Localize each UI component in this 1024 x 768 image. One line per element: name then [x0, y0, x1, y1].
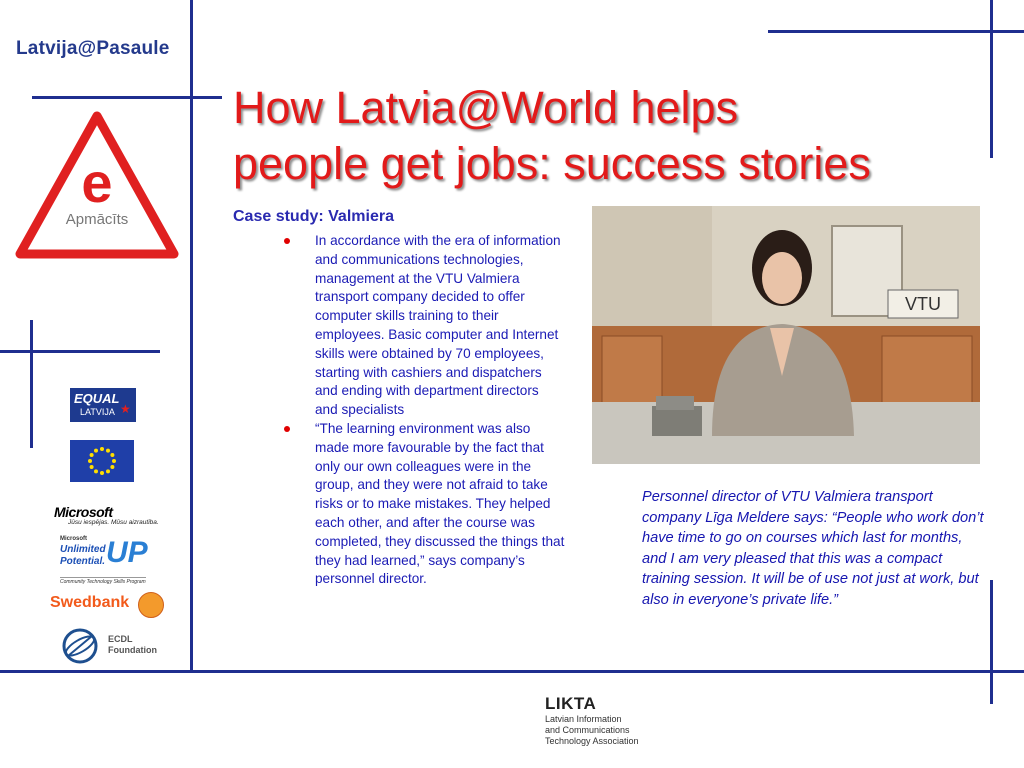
eu-flag-icon [70, 440, 134, 482]
equal-logo-line2: LATVIJA [80, 407, 115, 417]
page-title-line1: How Latvia@World helps [233, 82, 739, 133]
unlimited-caption: Community Technology Skills Program [60, 579, 146, 585]
case-study-heading: Case study: Valmiera [233, 208, 394, 225]
brand-logo-text: Latvija@Pasaule [16, 38, 170, 59]
e-apmacits-subtitle: Informācijas sabiedrības pamatprasmes [34, 241, 160, 248]
horizontal-line-top-right [768, 30, 1024, 33]
ecdl-foundation-logo [58, 626, 168, 668]
vertical-tick-left [30, 320, 33, 448]
ecdl-line1: ECDL [108, 634, 133, 644]
swedbank-oak-icon [138, 592, 164, 618]
unlimited-line1: Unlimited [60, 544, 106, 555]
page-title [233, 80, 993, 192]
ecdl-globe-icon [60, 626, 100, 666]
page-title-line2: people get jobs: success stories [233, 138, 871, 189]
equal-logo-star-icon: ★ [120, 402, 131, 416]
equal-logo-line1: EQUAL [74, 391, 120, 406]
vertical-divider-left [190, 0, 193, 672]
bullet-item: “The learning environment was also made more favourable by the fact that only our own colleagues were in the group, and they were not afraid to take risks or to make mistakes. They helped each other, and after the course was completed, they discussed the things that they had learned,” says company’s personnel director. [283, 420, 565, 589]
unlimited-potential-logo [58, 536, 158, 586]
personnel-director-photo [592, 206, 980, 464]
unlimited-small-brand: Microsoft [60, 536, 87, 542]
ecdl-line2: Foundation [108, 645, 157, 655]
likta-name: LIKTA [545, 694, 597, 713]
e-apmacits-letter: e [81, 151, 113, 214]
swedbank-logo [50, 590, 166, 618]
case-study-bullet-list [283, 232, 565, 589]
photo-vtu-sign: VTU [905, 294, 941, 314]
likta-line1: Latvian Information [545, 714, 622, 724]
likta-line3: Technology Association [545, 736, 639, 746]
microsoft-wordmark: Microsoft [54, 504, 113, 520]
unlimited-up-mark: UP [106, 536, 148, 569]
personnel-director-quote: Personnel director of VTU Valmiera transport company Līga Meldere says: “People who work don’t have time to go on courses which last for months, and I am very pleased that this was a compact training session. It will be of use not just at work, but also in everyone’s private life.” [642, 489, 984, 608]
e-apmacits-name: Apmācīts [65, 211, 129, 228]
horizontal-line-bottom [0, 670, 1024, 673]
horizontal-line-left [0, 350, 160, 353]
horizontal-line-brand [32, 96, 222, 99]
microsoft-tagline: Jūsu iespējas. Mūsu aizrautība. [68, 519, 159, 526]
bullet-item: In accordance with the era of information and communications technologies, management at the VTU Valmiera transport company decided to offer computer skills training to their employees. Basic computer and Internet skills were obtained by 70 employees, starting with cashiers and dispatchers and ending with department directors and specialists [283, 232, 565, 420]
likta-line2: and Communications [545, 725, 630, 735]
swedbank-wordmark: Swedbank [50, 594, 130, 611]
microsoft-logo [54, 504, 166, 530]
equal-latvija-logo [70, 388, 136, 422]
unlimited-line2: Potential. [60, 556, 106, 567]
vertical-line-bottom-right [990, 580, 993, 704]
likta-logo [545, 694, 665, 754]
e-apmacits-logo [14, 110, 180, 260]
